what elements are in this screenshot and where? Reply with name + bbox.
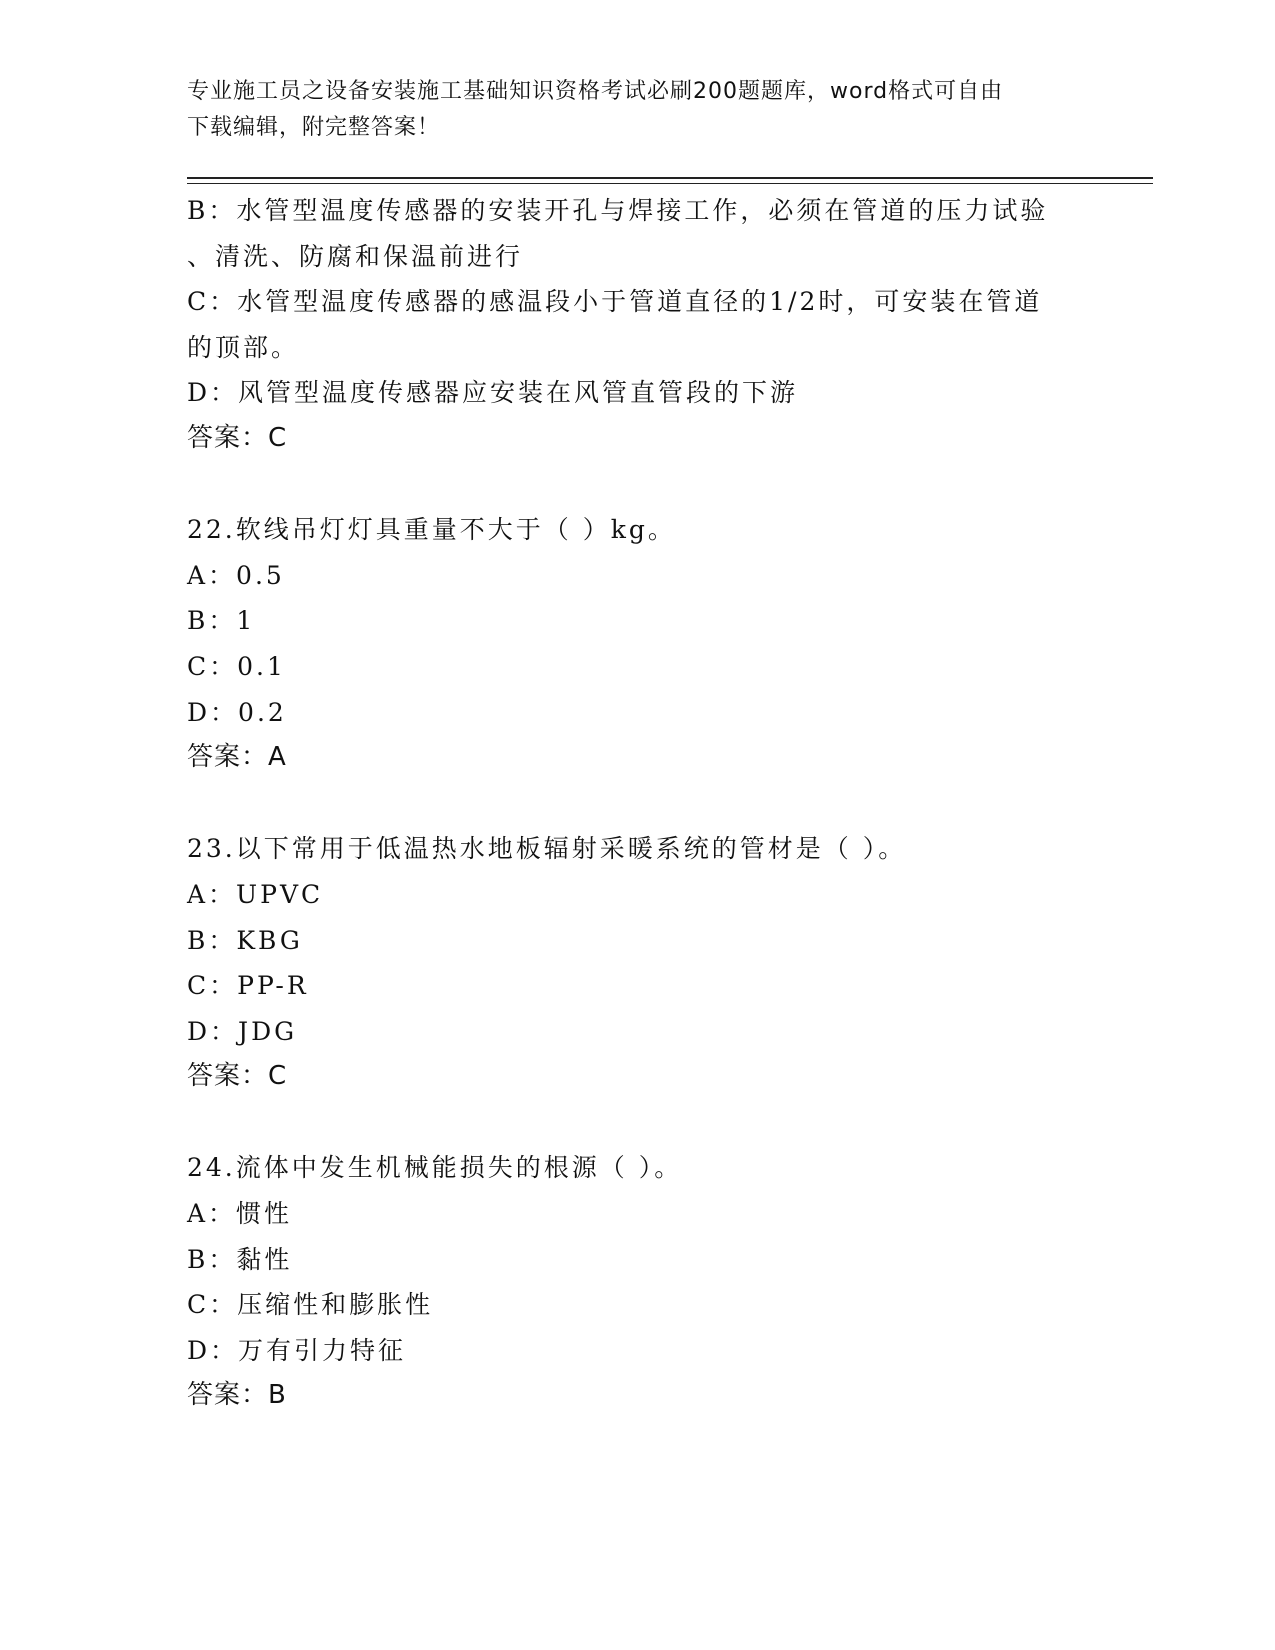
question-24: [187, 1145, 1087, 1419]
answer: 答案：C: [187, 1061, 288, 1092]
option-d: D：风管型温度传感器应安装在风管直管段的下游: [187, 378, 799, 408]
option-d: D：万有引力特征: [187, 1335, 407, 1365]
option-c-line-2: 的顶部。: [187, 332, 300, 362]
question-text: 22.软线吊灯灯具重量不大于（ ）kg。: [187, 515, 676, 545]
spacer: [187, 462, 1087, 508]
option-b: B：KBG: [187, 925, 303, 955]
answer: 答案：A: [187, 742, 287, 773]
option-a: A：UPVC: [187, 879, 324, 909]
header-title-line-1: 专业施工员之设备安装施工基础知识资格考试必刷200题题库，word格式可自由: [187, 79, 1004, 104]
option-c: C：0.1: [187, 651, 286, 681]
question-text: 23.以下常用于低温热水地板辐射采暖系统的管材是（ ）。: [187, 834, 907, 864]
option-b: B：黏性: [187, 1244, 293, 1274]
question-text: 24.流体中发生机械能损失的根源（ ）。: [187, 1153, 683, 1183]
option-c: C：压缩性和膨胀性: [187, 1290, 434, 1320]
spacer: [187, 781, 1087, 827]
option-c: C：PP-R: [187, 971, 309, 1001]
answer: 答案：C: [187, 422, 288, 453]
option-b-line-2: 、清洗、防腐和保温前进行: [187, 241, 524, 271]
option-b-line-1: B：水管型温度传感器的安装开孔与焊接工作，必须在管道的压力试验: [187, 196, 1049, 225]
question-21-continued: [187, 188, 1087, 462]
question-content: [187, 188, 1087, 1419]
option-a: A：0.5: [187, 560, 285, 590]
header-rule-thin: [187, 183, 1153, 184]
question-22: [187, 507, 1087, 781]
header-title-line-2: 下载编辑，附完整答案！: [187, 115, 441, 140]
option-a: A：惯性: [187, 1199, 293, 1229]
option-c-line-1: C：水管型温度传感器的感温段小于管道直径的1/2时，可安装在管道: [187, 287, 1043, 317]
answer: 答案：B: [187, 1380, 287, 1411]
spacer: [187, 1100, 1087, 1146]
option-b: B：1: [187, 606, 256, 636]
question-23: [187, 826, 1087, 1100]
option-d: D：0.2: [187, 697, 287, 727]
document-header: [187, 74, 1087, 146]
header-rule-thick: [187, 177, 1153, 179]
option-d: D：JDG: [187, 1016, 298, 1046]
